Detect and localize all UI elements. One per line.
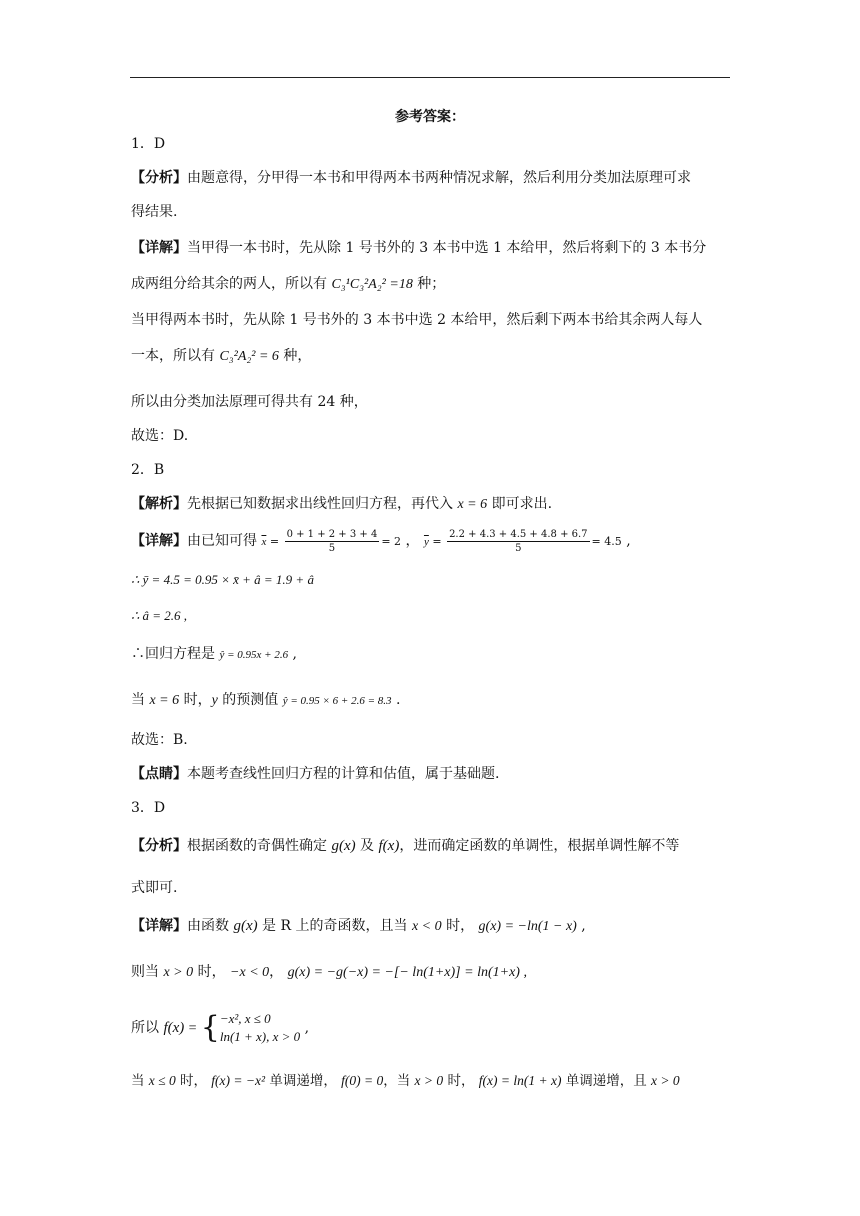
q2-detail-text: 由已知可得 bbox=[187, 533, 262, 549]
q2-step-3-text: ∴回归方程是 bbox=[131, 646, 220, 662]
q2-detail-line-1: 【详解】由已知可得 $\overline{x}$ = $\frac{0 + 1 + 2 + 3 + 4}{5}$ = 2 ， $\overline{y}$ = $\frac{2.2 + 4.3 + 4.5 + 4.8 + 6.7}{5}$ = 4.5 , bbox=[131, 528, 631, 554]
q1-detail-line-2 bbox=[131, 274, 741, 295]
q3-detail-2-text-c: ， bbox=[269, 964, 288, 980]
header-rule bbox=[130, 77, 730, 78]
q2-step-3-comma: , bbox=[288, 646, 297, 662]
q1-detail-text-2a: 成两组分给其余的两人，所以有 bbox=[131, 276, 332, 292]
q3-piecewise-text: 所以 bbox=[131, 1020, 164, 1036]
q3-detail-2-text-a: 则当 bbox=[131, 964, 164, 980]
q3-detail-4-cond-2: x > 0 bbox=[414, 1073, 444, 1088]
q3-detail-4-cond-3: x > 0 bbox=[651, 1073, 680, 1088]
q3-fx: f(x) bbox=[378, 838, 400, 854]
q2-number: 2．B bbox=[131, 462, 165, 478]
q2-ybar-value: = 4.5 bbox=[591, 535, 622, 548]
analysis-tag: 【分析】 bbox=[131, 170, 187, 186]
q3-detail-2-condition: x > 0 bbox=[163, 965, 194, 980]
q3-analysis-text-b: 及 bbox=[355, 838, 379, 854]
q3-piecewise-comma: , bbox=[300, 1020, 310, 1036]
q3-detail-2-negx: −x < 0 bbox=[230, 965, 270, 980]
q1-detail-text-4a: 一本，所以有 bbox=[131, 348, 220, 364]
q2-step-4-text-b: 时， bbox=[179, 692, 212, 708]
analysis-tag: 【解析】 bbox=[131, 496, 187, 512]
q3-detail-gx: g(x) bbox=[233, 918, 258, 934]
q2-xbar-denominator: 5 bbox=[328, 542, 336, 554]
q1-analysis-text: 由题意得，分甲得一本书和甲得两本书两种情况求解，然后利用分类加法原理可求 bbox=[187, 170, 691, 186]
q3-gx-positive-formula: g(x) = −g(−x) = −[− ln(1+x)] = ln(1+x) , bbox=[287, 965, 527, 980]
q3-analysis-text-c: ，进而确定函数的单调性，根据单调性解不等 bbox=[399, 838, 680, 854]
q2-step-2: ∴ â = 2.6 , bbox=[131, 608, 188, 623]
q1-analysis-line-1 bbox=[131, 168, 741, 188]
detail-tag: 【详解】 bbox=[131, 918, 187, 934]
q1-detail-line-4 bbox=[131, 346, 741, 367]
q2-analysis-text-a: 先根据已知数据求出线性回归方程，再代入 bbox=[187, 496, 458, 512]
q1-detail-line-5: 所以由分类加法原理可得共有 24 种， bbox=[131, 394, 368, 410]
q2-answer: 故选：B. bbox=[131, 732, 188, 748]
q2-analysis-text-b: 即可求出. bbox=[487, 496, 553, 512]
q1-analysis-line-2: 得结果. bbox=[131, 204, 178, 220]
q3-detail-line-4 bbox=[131, 1071, 741, 1091]
q2-comment-line bbox=[131, 764, 741, 784]
q3-detail-4-text-b: 时， bbox=[175, 1073, 212, 1089]
q3-gx: g(x) bbox=[331, 838, 356, 854]
q1-answer: 故选：D. bbox=[131, 428, 189, 444]
q3-piecewise-cases bbox=[220, 1010, 300, 1046]
q2-step-1: ∴ ȳ = 4.5 = 0.95 × x̄ + â = 1.9 + â bbox=[131, 572, 314, 587]
q2-comment-text: 本题考查线性回归方程的计算和估值，属于基础题. bbox=[187, 766, 500, 782]
q3-piecewise-fx: f(x) bbox=[163, 1020, 185, 1036]
q3-detail-4-text-c: 单调递增， bbox=[265, 1073, 342, 1089]
q2-ybar-fraction bbox=[447, 528, 589, 555]
analysis-tag: 【分析】 bbox=[131, 838, 187, 854]
detail-tag: 【详解】 bbox=[131, 240, 187, 256]
q3-detail-text-b: 是 R 上的奇函数，且当 bbox=[257, 918, 412, 934]
q3-gx-negative-formula: g(x) = −ln(1 − x) bbox=[478, 919, 577, 934]
q3-detail-text-c: 时， bbox=[441, 918, 479, 934]
q3-case-2: ln(1 + x), x > 0 bbox=[219, 1029, 301, 1044]
q2-step-4-y: y bbox=[211, 693, 218, 708]
q3-detail-text-a: 由函数 bbox=[187, 918, 234, 934]
q3-detail-4-cond-1: x ≤ 0 bbox=[148, 1073, 176, 1088]
q2-regression-equation: ŷ = 0.95x + 2.6 bbox=[219, 649, 289, 661]
q3-detail-line-1 bbox=[131, 916, 741, 937]
q3-detail-4-text-a: 当 bbox=[131, 1073, 149, 1089]
q2-step-3 bbox=[131, 644, 741, 665]
q2-step-4-text-a: 当 bbox=[131, 692, 150, 708]
q1-detail-line-1 bbox=[131, 238, 741, 258]
q1-combination-formula-2: C₃²A₂² = 6 bbox=[219, 349, 279, 364]
q3-detail-condition: x < 0 bbox=[411, 919, 442, 934]
comment-tag: 【点睛】 bbox=[131, 766, 187, 782]
q3-detail-4-text-e: 时， bbox=[443, 1073, 479, 1089]
q2-xbar-fraction bbox=[285, 528, 380, 555]
q2-xbar: $\overline{x}$ bbox=[261, 536, 267, 548]
q3-analysis-line-2: 式即可. bbox=[131, 880, 178, 896]
q2-prediction-formula: ŷ = 0.95 × 6 + 2.6 = 8.3 bbox=[282, 695, 392, 707]
q3-detail-2-text-b: 时， bbox=[193, 964, 231, 980]
q1-combination-formula-1: C₃¹C₃²A₂² =18 bbox=[331, 277, 413, 292]
q2-xbar-value: = 2 bbox=[381, 535, 402, 548]
q3-detail-line-2 bbox=[131, 962, 741, 983]
q3-piecewise-line: 所以 f(x) = { −x², x ≤ 0 ln(1 + x), x > 0 , bbox=[131, 1010, 310, 1045]
q3-analysis-line-1 bbox=[131, 836, 741, 856]
q1-detail-text: 当甲得一本书时，先从除 1 号书外的 3 本书中选 1 本给甲，然后将剩下的 3 本书分 bbox=[187, 240, 707, 256]
q2-analysis-formula: x = 6 bbox=[457, 497, 488, 512]
q2-step-4-condition: x = 6 bbox=[149, 693, 180, 708]
q2-ybar-numerator: 2.2 + 4.3 + 4.5 + 4.8 + 6.7 bbox=[449, 528, 588, 540]
q3-f-zero: f(0) = 0 bbox=[341, 1073, 384, 1088]
q3-detail-4-text-d: ，当 bbox=[383, 1073, 415, 1089]
q1-detail-line-3: 当甲得两本书时，先从除 1 号书外的 3 本书中选 2 本给甲，然后剩下两本书给其余两人每人 bbox=[131, 312, 703, 328]
detail-tag: 【详解】 bbox=[131, 533, 187, 549]
q1-number: 1．D bbox=[131, 136, 166, 152]
q3-analysis-text-a: 根据函数的奇偶性确定 bbox=[187, 838, 332, 854]
q2-xbar-numerator: 0 + 1 + 2 + 3 + 4 bbox=[286, 528, 378, 540]
page-title: 参考答案： bbox=[395, 109, 465, 125]
q3-detail-text-d: , bbox=[576, 918, 586, 934]
q3-detail-4-text-f: 单调递增，且 bbox=[561, 1073, 652, 1089]
q3-case-1: −x², x ≤ 0 bbox=[219, 1011, 271, 1026]
q1-detail-text-2b: 种； bbox=[412, 276, 446, 292]
q2-step-4 bbox=[131, 690, 741, 711]
q2-ybar-denominator: 5 bbox=[515, 542, 522, 554]
left-brace-icon: { bbox=[200, 1010, 220, 1045]
q3-number: 3．D bbox=[131, 800, 166, 816]
q2-ybar: $\overline{y}$ bbox=[423, 536, 429, 548]
q2-step-4-text-c: 的预测值 bbox=[217, 692, 283, 708]
q3-fx-negative-branch: f(x) = −x² bbox=[211, 1073, 266, 1088]
q2-step-4-text-d: . bbox=[391, 692, 401, 708]
q3-fx-positive-branch: f(x) = ln(1 + x) bbox=[478, 1073, 562, 1088]
q1-detail-text-4b: 种， bbox=[278, 348, 312, 364]
q2-analysis-line bbox=[131, 494, 741, 515]
